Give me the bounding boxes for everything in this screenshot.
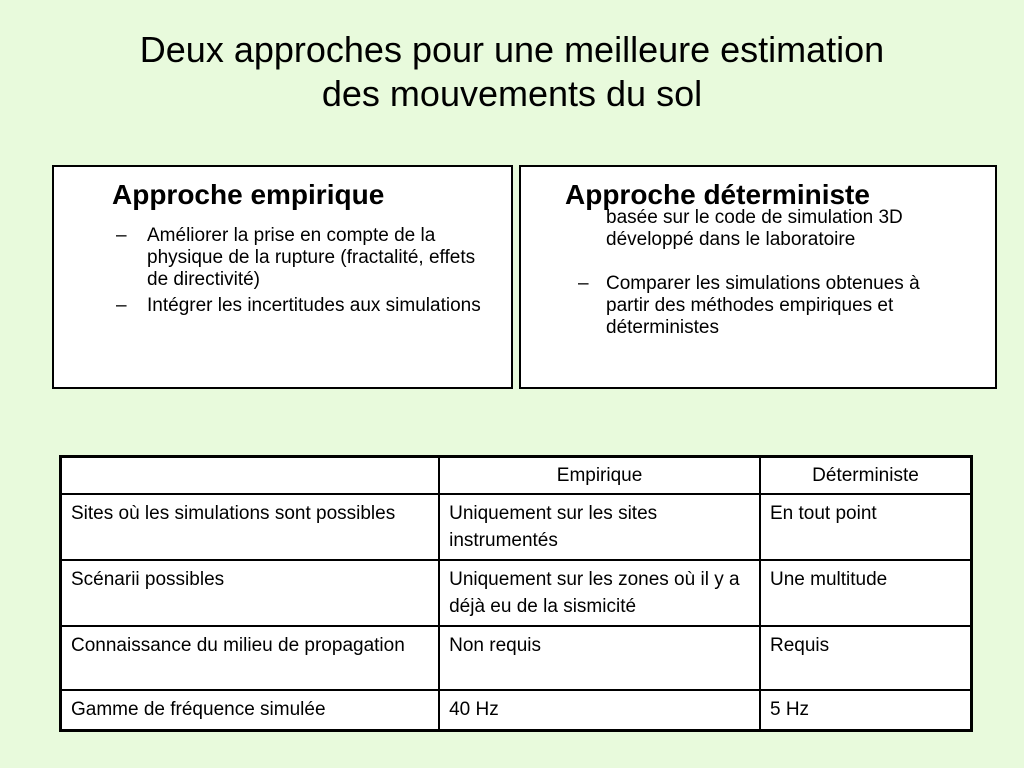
table-cell: Connaissance du milieu de propagation — [61, 626, 440, 690]
table-cell: 40 Hz — [439, 690, 760, 730]
table-row — [61, 690, 972, 730]
table-cell: Uniquement sur les sites instrumentés — [439, 494, 760, 560]
table-cell: Une multitude — [760, 560, 972, 626]
table-row — [61, 560, 972, 626]
list-item — [54, 295, 511, 317]
list-item-text: Intégrer les incertitudes aux simulations — [147, 295, 481, 316]
list-item-text: Comparer les simulations obtenues à partir des méthodes empiriques et déterministes — [606, 273, 920, 338]
table-row — [61, 626, 972, 690]
dash-bullet: – — [578, 273, 589, 294]
list-item-text: Améliorer la prise en compte de la physique de la rupture (fractalité, effets de directivité) — [147, 225, 476, 290]
slide-title — [0, 28, 1024, 116]
deterministic-approach-box — [519, 165, 997, 389]
slide-title-line-1: Deux approches pour une meilleure estimation — [139, 29, 885, 70]
dash-bullet: – — [116, 295, 127, 316]
table-header-row — [61, 457, 972, 495]
list-item — [521, 273, 995, 339]
deterministic-approach-list — [521, 273, 995, 339]
dash-bullet: – — [116, 225, 127, 246]
list-item — [54, 225, 511, 291]
table-row — [61, 494, 972, 560]
table-cell: Scénarii possibles — [61, 560, 440, 626]
table-cell: Sites où les simulations sont possibles — [61, 494, 440, 560]
comparison-table — [59, 455, 973, 732]
table-cell: Uniquement sur les zones où il y a déjà eu de la sismicité — [439, 560, 760, 626]
deterministic-approach-subtitle: basée sur le code de simulation 3D développé dans le laboratoire — [606, 207, 903, 250]
deterministic-approach-heading: Approche déterministe — [565, 179, 870, 210]
table-cell: Non requis — [439, 626, 760, 690]
header-cell-empirique: Empirique — [439, 457, 760, 495]
table-cell: En tout point — [760, 494, 972, 560]
slide-title-line-2: des mouvements du sol — [321, 73, 703, 114]
empirical-approach-list — [54, 225, 511, 317]
empirical-approach-heading: Approche empirique — [112, 179, 385, 210]
table-cell: 5 Hz — [760, 690, 972, 730]
header-cell-deterministe: Déterministe — [760, 457, 972, 495]
table-cell: Requis — [760, 626, 972, 690]
header-cell-empty — [61, 457, 440, 495]
empirical-approach-box — [52, 165, 513, 389]
table-cell: Gamme de fréquence simulée — [61, 690, 440, 730]
